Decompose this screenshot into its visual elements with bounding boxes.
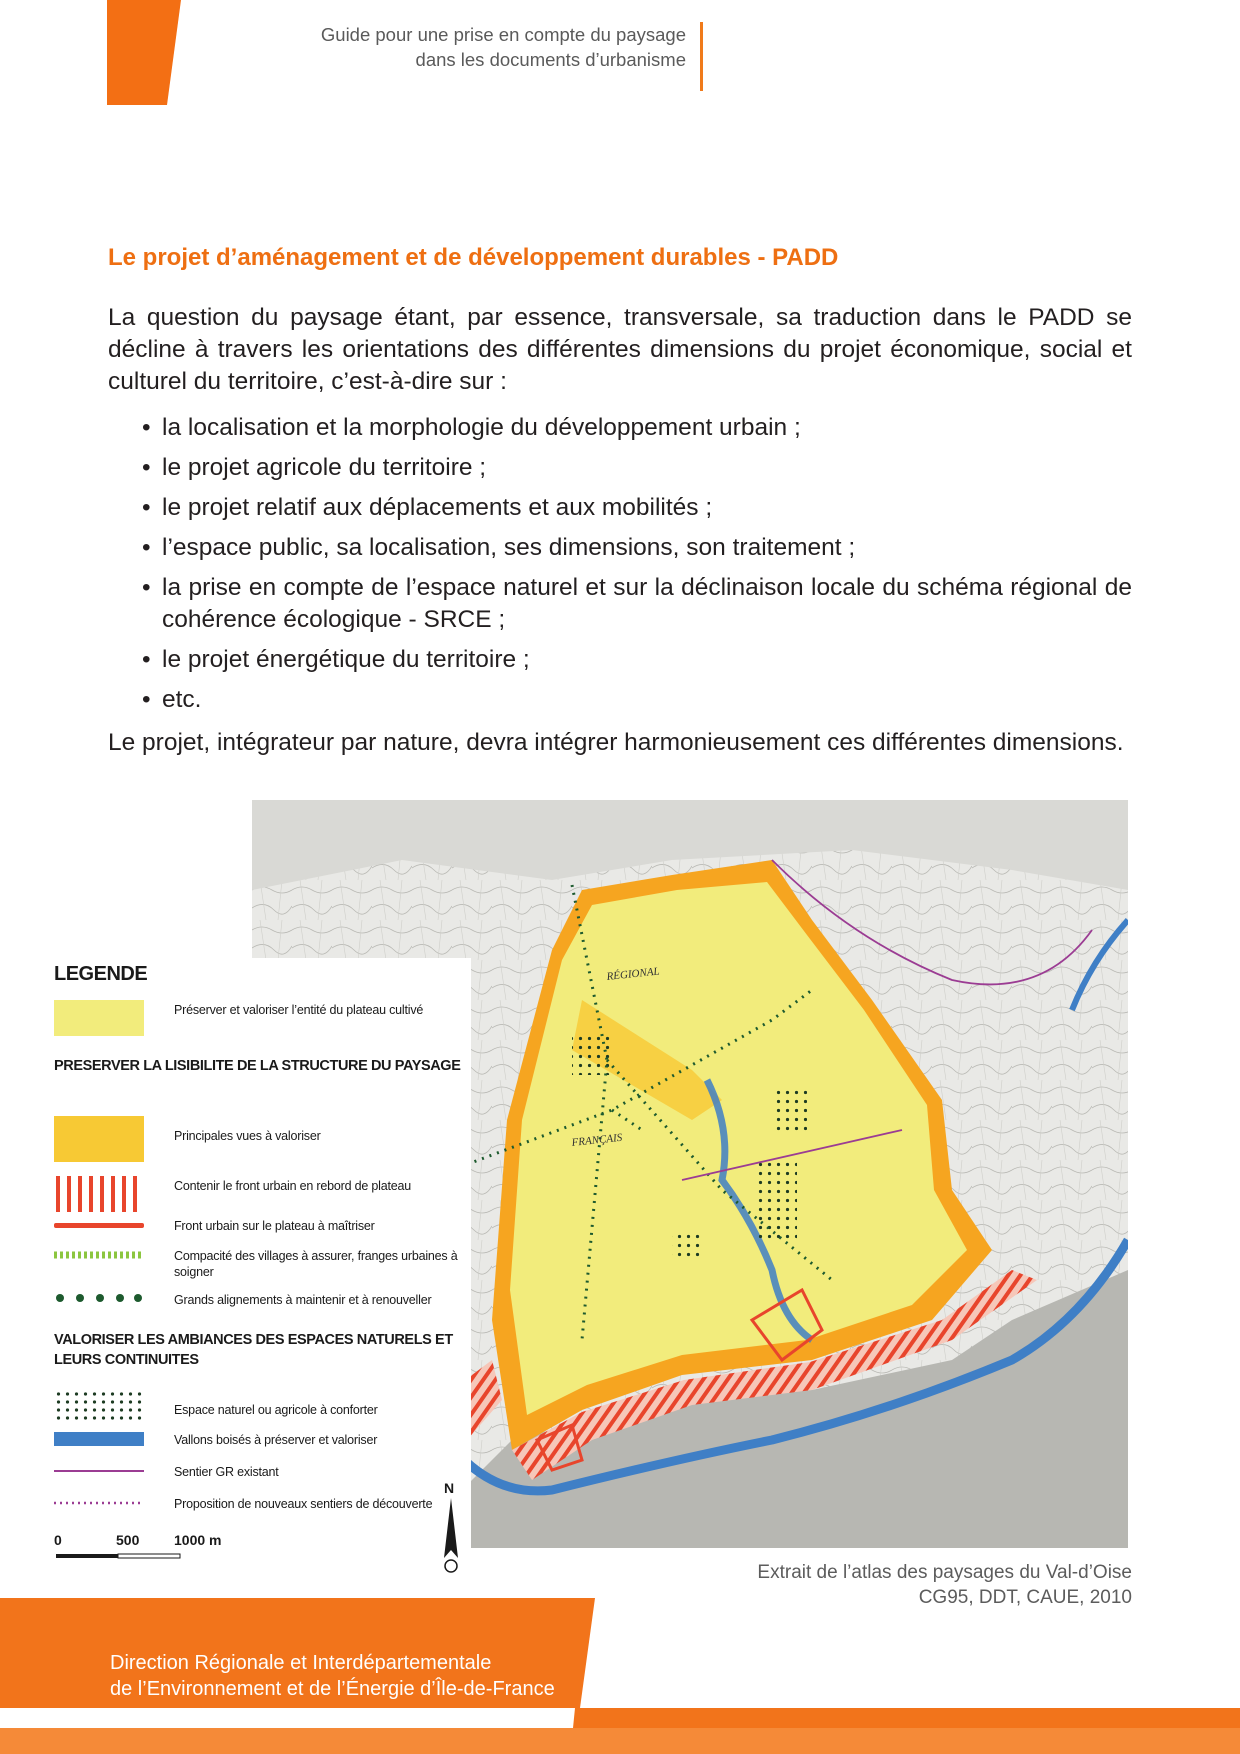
caption-line-2: CG95, DDT, CAUE, 2010 — [918, 1587, 1132, 1608]
legend-label-compacite: Compacité des villages à assurer, franges urbaines à soigner — [174, 1249, 458, 1279]
list-item: • la prise en compte de l’espace naturel et sur la déclinaison locale du schéma régional de cohérence écologique - SRCE ; — [142, 572, 1132, 636]
footer-line-1: Direction Régionale et Interdépartementale — [110, 1652, 492, 1674]
closing-paragraph: Le projet, intégrateur par nature, devra intégrer harmonieusement ces différentes dimensions. — [108, 729, 1124, 756]
legend-swatch-front-rebord — [54, 1176, 144, 1212]
legend-label-plateau: Préserver et valoriser l’entité du plateau cultivé — [174, 1003, 424, 1017]
scale-bar — [56, 1550, 186, 1562]
list-item: • le projet énergétique du territoire ; — [142, 644, 1132, 676]
legend-label-vallons: Vallons boisés à préserver et valoriser — [174, 1433, 378, 1447]
map-label-francais: FRANÇAIS — [571, 1131, 623, 1149]
footer-line-2: de l’Environnement et de l’Énergie d’Île-de-France — [110, 1678, 555, 1700]
map-legend — [46, 958, 471, 1588]
legend-swatch-sentier-gr — [54, 1468, 144, 1474]
north-arrow-icon — [438, 1498, 464, 1576]
legend-label-alignements: Grands alignements à maintenir et à renouveller — [174, 1293, 432, 1307]
legend-label-front-plateau: Front urbain sur le plateau à maîtriser — [174, 1219, 375, 1233]
footer-institution — [110, 1650, 555, 1702]
legend-label-vues: Principales vues à valoriser — [174, 1129, 321, 1143]
list-item: • le projet relatif aux déplacements et aux mobilités ; — [142, 492, 1132, 524]
list-item: • etc. — [142, 684, 1132, 716]
intro-paragraph: La question du paysage étant, par essence, transversale, sa traduction dans le PADD se décline à travers les orientations des différentes dimensions du projet économique, social et culturel du territoire, c’est-à-dire sur : — [108, 304, 1132, 395]
list-item: • le projet agricole du territoire ; — [142, 452, 1132, 484]
scale-label-0: 0 — [54, 1532, 62, 1548]
list-item: • l’espace public, sa localisation, ses dimensions, son traitement ; — [142, 532, 1132, 564]
corner-tab-decoration — [107, 0, 181, 105]
legend-swatch-espace-naturel — [54, 1390, 144, 1422]
legend-swatch-plateau — [54, 1000, 144, 1036]
section-title: Le projet d’aménagement et de développement durables - PADD — [108, 244, 839, 271]
legend-label-espace-naturel: Espace naturel ou agricole à conforter — [174, 1403, 378, 1417]
map-label-regional: RÉGIONAL — [606, 965, 661, 983]
north-label: N — [444, 1480, 455, 1496]
legend-swatch-vallons — [54, 1432, 144, 1446]
legend-label-sentier-gr: Sentier GR existant — [174, 1465, 279, 1479]
legend-title: LEGENDE — [54, 963, 148, 985]
scale-label-500: 500 — [116, 1532, 140, 1548]
list-item: • la localisation et la morphologie du développement urbain ; — [142, 412, 1132, 444]
legend-label-front-rebord: Contenir le front urbain en rebord de plateau — [174, 1179, 411, 1193]
legend-heading-ambiances: VALORISER LES AMBIANCES DES ESPACES NATURELS ET LEURS CONTINUITES — [54, 1332, 453, 1368]
running-header — [200, 22, 686, 72]
legend-heading-structure: PRESERVER LA LISIBILITE DE LA STRUCTURE DU PAYSAGE — [54, 1058, 461, 1074]
caption-line-1: Extrait de l’atlas des paysages du Val-d’Oise — [757, 1562, 1132, 1583]
header-line-2: dans les documents d’urbanisme — [415, 49, 686, 70]
scale-label-1000: 1000 m — [174, 1532, 222, 1548]
legend-label-nouveaux-sentiers: Proposition de nouveaux sentiers de découverte — [174, 1497, 433, 1511]
header-divider — [700, 22, 703, 91]
legend-swatch-front-plateau — [54, 1220, 144, 1230]
legend-swatch-nouveaux-sentiers — [54, 1500, 144, 1506]
legend-swatch-alignements — [54, 1292, 144, 1304]
legend-swatch-vues — [54, 1116, 144, 1162]
orientation-list — [142, 412, 1132, 724]
header-line-1: Guide pour une prise en compte du paysage — [320, 24, 686, 45]
legend-swatch-compacite — [54, 1250, 144, 1260]
